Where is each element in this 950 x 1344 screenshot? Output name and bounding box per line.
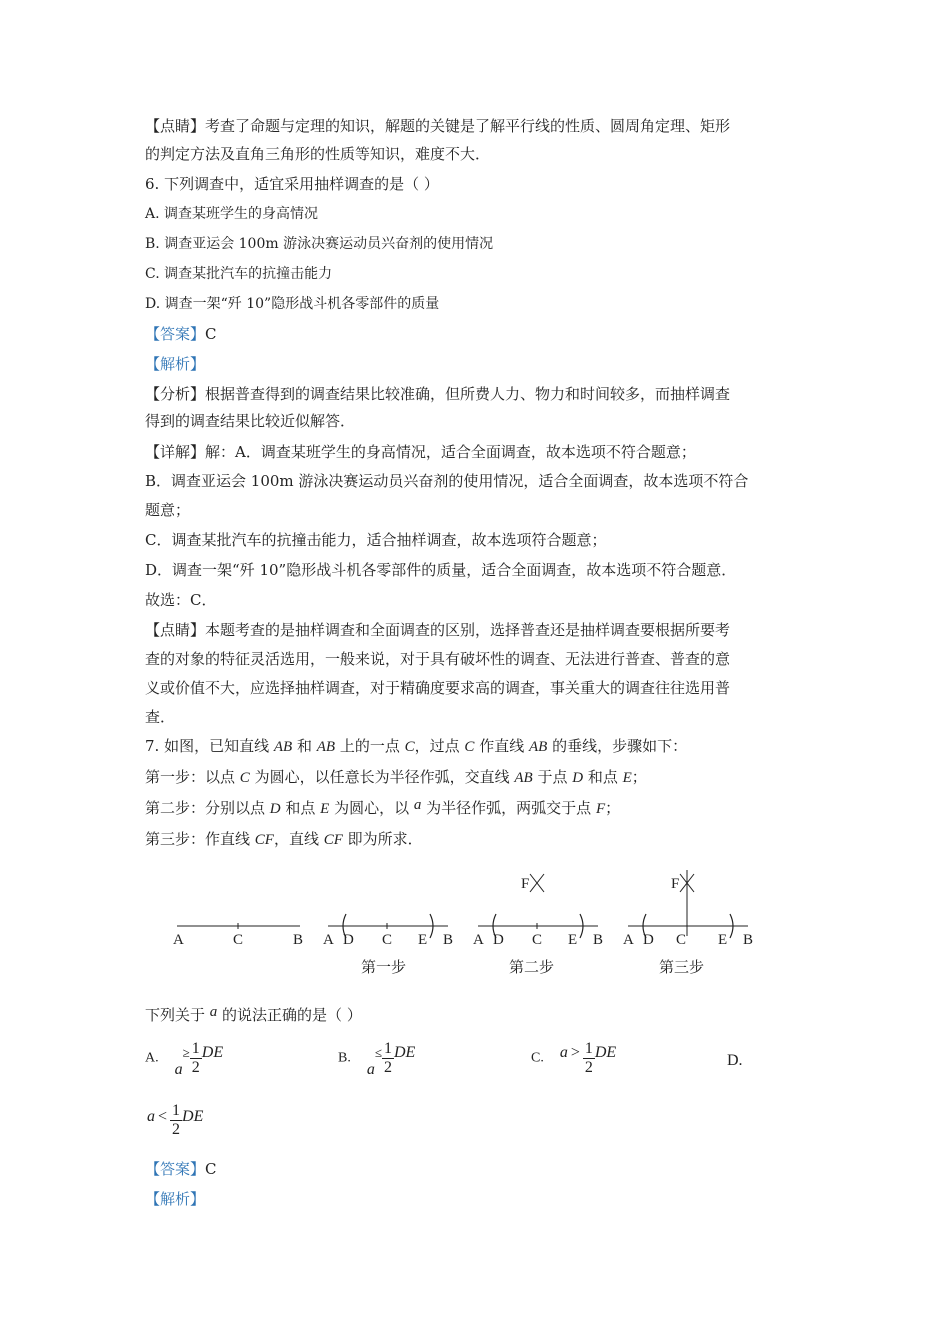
- numerator: 1: [584, 1040, 593, 1057]
- text: 上的一点: [335, 737, 405, 755]
- label-b: B: [293, 932, 304, 948]
- label-a: A: [323, 932, 334, 948]
- math-d: D: [572, 770, 584, 786]
- dianjing-line-2: 的判定方法及直角三角形的性质等知识，难度不大．: [145, 145, 491, 163]
- label-d: D: [493, 932, 504, 948]
- question-7-option-b: [338, 1040, 415, 1077]
- label-a: A: [473, 932, 484, 948]
- panel-step-1: [173, 923, 406, 976]
- math-cf: CF: [254, 832, 274, 848]
- question-7-stem: [145, 735, 810, 758]
- panel-step-3: [473, 874, 603, 976]
- label-e: E: [568, 932, 578, 948]
- xiangjie-line-2: B．调查亚运会 100m 游泳决赛运动员兴奋剂的使用情况，适合全面调查，故本选项不符合: [145, 472, 749, 490]
- math-op: >: [570, 1043, 580, 1061]
- dianjing6-line-3: 义或价值不大，应选择抽样调查，对于精确度要求高的调查，事关重大的调查往往选用普: [145, 679, 731, 697]
- math-e: E: [622, 770, 632, 786]
- text: 为圆心，以: [329, 799, 414, 817]
- question-7-answer: [145, 1158, 810, 1180]
- question-7-ask: [145, 1004, 810, 1027]
- math-a: a: [209, 1004, 218, 1020]
- question-6-option-a: A. 调查某班学生的身高情况: [145, 206, 319, 222]
- math-d: D: [269, 801, 281, 817]
- math-op: ≤: [374, 1044, 382, 1060]
- question-7-option-d-label: D.: [727, 1052, 743, 1069]
- text: 7. 如图，已知直线: [145, 737, 274, 755]
- label-c: C: [233, 932, 244, 948]
- label-b: B: [443, 932, 454, 948]
- math-ab: AB: [514, 770, 533, 786]
- text: ，过点: [414, 737, 465, 755]
- guxuan-line: 故选：C．: [145, 591, 217, 609]
- text: ；: [605, 799, 621, 817]
- math-c: C: [404, 739, 415, 755]
- xiangjie-line-1: 【详解】解：A．调查某班学生的身高情况，适合全面调查，故本选项不符合题意；: [145, 443, 696, 461]
- fraction-half: [583, 1040, 595, 1077]
- question-7-option-d: [147, 1102, 203, 1139]
- xiangjie-line-4: C．调查某批汽车的抗撞击能力，适合抽样调查，故本选项符合题意；: [145, 531, 607, 549]
- math-de: DE: [393, 1043, 416, 1061]
- text: 为半径作弧，两弧交于点: [421, 799, 596, 817]
- text: ，直线: [273, 830, 324, 848]
- text: 为圆心，以任意长为半径作弧，交直线: [249, 768, 515, 786]
- math-ab: AB: [273, 739, 293, 755]
- xiangjie-line-5: D．调查一架“歼 10”隐形战斗机各零部件的质量，适合全面调查，故本选项不符合题意．: [145, 561, 737, 579]
- label-f: F: [521, 876, 530, 892]
- math-de: DE: [594, 1043, 617, 1061]
- dianjing6-line-1: 【点睛】本题考查的是抽样调查和全面调查的区别，选择普查还是抽样调查要根据所要考: [145, 621, 731, 639]
- answer-tag: 【答案】: [145, 325, 206, 343]
- denominator: 2: [584, 1059, 593, 1076]
- question-7-step-2: [145, 797, 810, 820]
- math-e: E: [320, 801, 330, 817]
- label-f: F: [671, 876, 680, 892]
- math-a: a: [147, 1107, 155, 1125]
- caption-step-1: 第一步: [361, 958, 407, 976]
- text: 第一步：以点: [145, 768, 240, 786]
- option-label: B.: [338, 1050, 351, 1066]
- question-6-stem: 6. 下列调查中，适宜采用抽样调查的是（ ）: [145, 175, 439, 193]
- question-6-option-d: D. 调查一架“歼 10”隐形战斗机各零部件的质量: [145, 296, 440, 312]
- math-ab: AB: [316, 739, 336, 755]
- math-ab: AB: [528, 739, 548, 755]
- text: 和点: [280, 799, 321, 817]
- numerator: 1: [172, 1102, 181, 1119]
- math-a: a: [366, 1061, 375, 1079]
- text: 下列关于: [145, 1006, 210, 1024]
- math-c: C: [464, 739, 475, 755]
- text: 于点: [532, 768, 573, 786]
- math-de: DE: [182, 1107, 204, 1125]
- question-7-step-1: [145, 766, 810, 789]
- label-a: A: [173, 932, 184, 948]
- label-b: B: [743, 932, 754, 948]
- caption-step-2: 第二步: [509, 958, 555, 976]
- answer-value: C: [205, 325, 217, 343]
- fenxi-line-2: 得到的调查结果比较近似解答．: [145, 412, 356, 430]
- math-de: DE: [201, 1043, 224, 1061]
- option-label: A.: [145, 1050, 159, 1066]
- label-c: C: [532, 932, 543, 948]
- question-7-option-a: [145, 1040, 223, 1077]
- numerator: 1: [191, 1040, 200, 1057]
- math-op: <: [158, 1107, 168, 1125]
- panel-step-4: [623, 870, 753, 976]
- question-6-answer: [145, 323, 810, 345]
- math-f: F: [595, 801, 606, 817]
- text: 的垂线，步骤如下：: [547, 737, 688, 755]
- denominator: 2: [191, 1059, 200, 1076]
- text: 的说法正确的是（ ）: [217, 1006, 362, 1024]
- numerator: 1: [383, 1040, 392, 1057]
- math-a: a: [413, 797, 422, 813]
- label-d: D: [343, 932, 354, 948]
- fraction-half: [170, 1102, 182, 1139]
- answer-value: C: [205, 1160, 217, 1178]
- text: 和点: [583, 768, 623, 786]
- dianjing-line-1: 【点睛】考查了命题与定理的知识，解题的关键是了解平行线的性质、圆周角定理、矩形: [145, 117, 731, 135]
- label-d: D: [643, 932, 654, 948]
- question-6-option-b: B. 调查亚运会 100m 游泳决赛运动员兴奋剂的使用情况: [145, 236, 494, 252]
- xiangjie-line-3: 题意；: [145, 501, 191, 519]
- question-7-option-c: [531, 1040, 616, 1077]
- label-c: C: [676, 932, 687, 948]
- denominator: 2: [383, 1059, 392, 1076]
- math-c: C: [239, 770, 250, 786]
- question-6-option-c: C. 调查某批汽车的抗撞击能力: [145, 266, 333, 282]
- text: 和: [292, 737, 317, 755]
- answer-tag: 【答案】: [145, 1160, 206, 1178]
- question-6-analysis-tag: 【解析】: [145, 355, 206, 373]
- fenxi-line-1: 【分析】根据普查得到的调查结果比较准确，但所费人力、物力和时间较多，而抽样调查: [145, 385, 731, 403]
- text: 第二步：分别以点: [145, 799, 270, 817]
- question-7-step-3: [145, 828, 810, 851]
- label-e: E: [418, 932, 428, 948]
- text: ；: [631, 768, 647, 786]
- fraction-half: [382, 1040, 394, 1077]
- denominator: 2: [172, 1121, 181, 1138]
- caption-step-3: 第三步: [659, 958, 705, 976]
- math-cf: CF: [323, 832, 343, 848]
- label-c: C: [382, 932, 393, 948]
- text: 即为所求．: [342, 830, 423, 848]
- text: 作直线: [474, 737, 529, 755]
- fraction-half: [190, 1040, 202, 1077]
- math-a: a: [559, 1043, 568, 1061]
- label-b: B: [593, 932, 604, 948]
- panel-step-2-base: [323, 914, 453, 948]
- math-a: a: [174, 1061, 183, 1079]
- construction-figure: [165, 866, 765, 986]
- option-label: C.: [531, 1050, 544, 1066]
- label-a: A: [623, 932, 634, 948]
- dianjing6-line-2: 查的对象的特征灵活选用，一般来说，对于具有破坏性的调查、无法进行普查、普查的意: [145, 650, 731, 668]
- question-7-analysis-tag: 【解析】: [145, 1190, 206, 1208]
- text: 第三步：作直线: [145, 830, 255, 848]
- label-e: E: [718, 932, 728, 948]
- dianjing6-line-4: 查．: [145, 708, 176, 726]
- math-op: ≥: [182, 1044, 190, 1060]
